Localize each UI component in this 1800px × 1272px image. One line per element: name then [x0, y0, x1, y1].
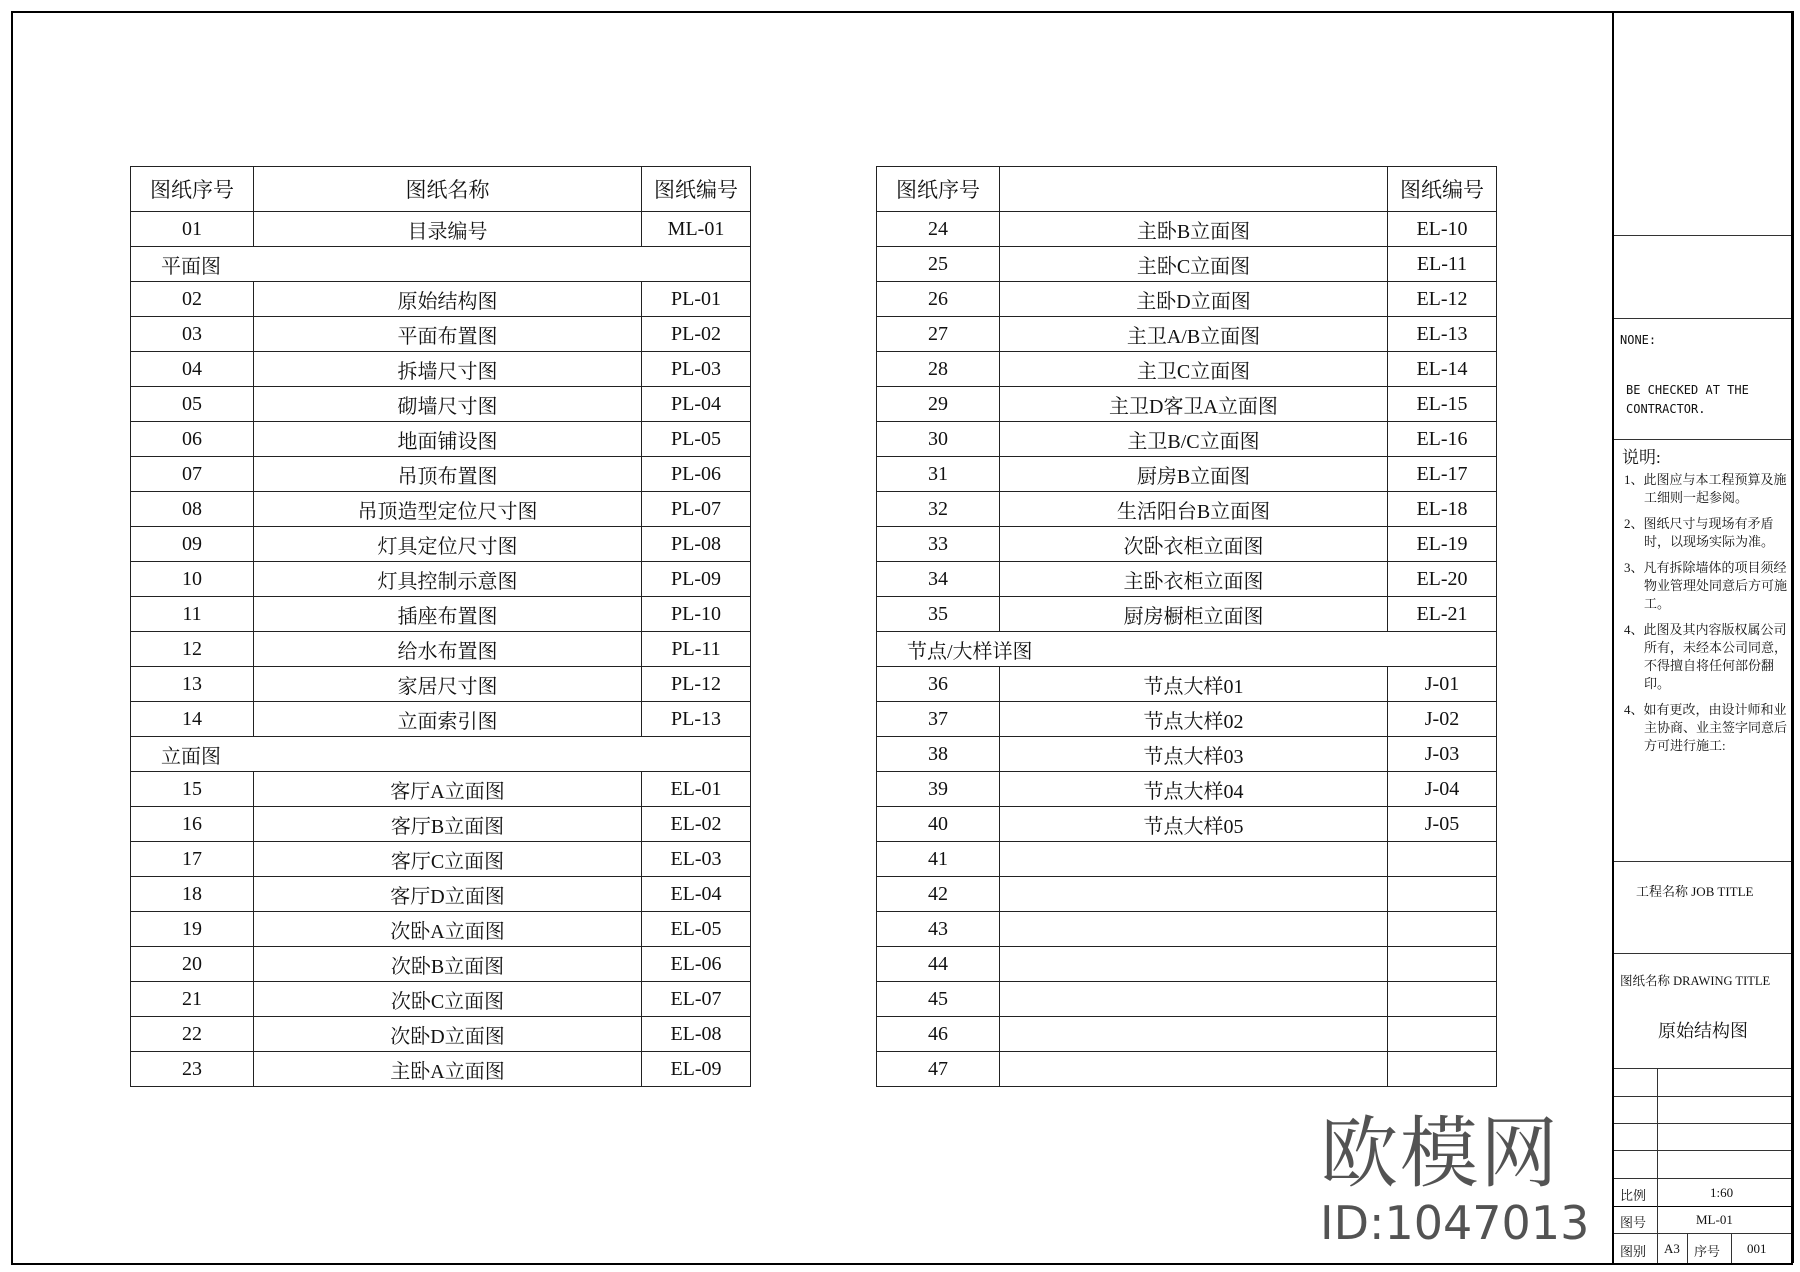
cell-code [1388, 912, 1497, 947]
cell-seq: 41 [877, 842, 1000, 877]
table-row [131, 562, 751, 597]
section-title: 平面图 [131, 247, 751, 282]
cell-code: EL-11 [1388, 247, 1497, 282]
cell-code: PL-12 [642, 667, 751, 702]
cell-name [1000, 912, 1388, 947]
cell-name: 节点大样05 [1000, 807, 1388, 842]
cell-name: 主卫A/B立面图 [1000, 317, 1388, 352]
cell-code: PL-13 [642, 702, 751, 737]
cell-code: EL-15 [1388, 387, 1497, 422]
cell-seq: 12 [131, 632, 254, 667]
table-row [131, 352, 751, 387]
cell-seq: 32 [877, 492, 1000, 527]
divider [1731, 1233, 1732, 1263]
cell-name: 次卧C立面图 [254, 982, 642, 1017]
cell-code: EL-16 [1388, 422, 1497, 457]
cell-code: J-02 [1388, 702, 1497, 737]
cell-seq: 39 [877, 772, 1000, 807]
cell-name: 给水布置图 [254, 632, 642, 667]
note-item: 4、此图及其内容版权属公司所有，未经本公司同意，不得擅自将任何部份翻印。 [1624, 622, 1788, 691]
cell-name: 家居尺寸图 [254, 667, 642, 702]
cell-code: EL-02 [642, 807, 751, 842]
none-label: NONE: [1620, 333, 1657, 347]
table-row [877, 212, 1497, 247]
divider [1614, 235, 1791, 236]
cell-seq: 25 [877, 247, 1000, 282]
cell-seq: 03 [131, 317, 254, 352]
table-row [877, 352, 1497, 387]
note-item: 3、凡有拆除墙体的项目须经物业管理处同意后方可施工。 [1624, 560, 1788, 611]
table-row [877, 877, 1497, 912]
table-row [131, 982, 751, 1017]
cell-code [1388, 842, 1497, 877]
divider [1657, 1068, 1658, 1263]
cell-seq: 34 [877, 562, 1000, 597]
cell-seq: 07 [131, 457, 254, 492]
cell-code: EL-10 [1388, 212, 1497, 247]
cell-seq: 20 [131, 947, 254, 982]
cell-seq: 38 [877, 737, 1000, 772]
cell-name: 客厅B立面图 [254, 807, 642, 842]
table-row [877, 387, 1497, 422]
table-row [877, 492, 1497, 527]
cell-code: PL-10 [642, 597, 751, 632]
table-row [131, 492, 751, 527]
cell-name: 主卫D客卫A立面图 [1000, 387, 1388, 422]
cell-code: PL-06 [642, 457, 751, 492]
cell-code: EL-09 [642, 1052, 751, 1087]
cell-code: EL-13 [1388, 317, 1497, 352]
table-row [131, 1052, 751, 1087]
cell-seq: 16 [131, 807, 254, 842]
table-row [877, 842, 1497, 877]
table-row [877, 947, 1497, 982]
table-row [131, 912, 751, 947]
cell-seq: 27 [877, 317, 1000, 352]
scale-value: 1:60 [1710, 1185, 1734, 1200]
cell-code: EL-20 [1388, 562, 1497, 597]
drawing-title: 原始结构图 [1658, 1021, 1748, 1041]
header-seq: 图纸序号 [131, 167, 254, 212]
cell-code [1388, 1017, 1497, 1052]
cell-seq: 13 [131, 667, 254, 702]
cell-name: 主卧A立面图 [254, 1052, 642, 1087]
cell-name [1000, 1052, 1388, 1087]
table-row [131, 632, 751, 667]
table-row [877, 1052, 1497, 1087]
cell-name [1000, 877, 1388, 912]
cell-code: EL-19 [1388, 527, 1497, 562]
cell-seq: 01 [131, 212, 254, 247]
cell-seq: 24 [877, 212, 1000, 247]
cell-code: PL-11 [642, 632, 751, 667]
cell-code: EL-05 [642, 912, 751, 947]
divider [1614, 439, 1791, 440]
cell-name: 客厅D立面图 [254, 877, 642, 912]
check-note: BE CHECKED AT THE CONTRACTOR. [1626, 383, 1749, 416]
cell-name: 主卧B立面图 [1000, 212, 1388, 247]
cell-seq: 47 [877, 1052, 1000, 1087]
table-row [877, 737, 1497, 772]
table-row [131, 387, 751, 422]
section-title: 节点/大样详图 [877, 632, 1497, 667]
cell-seq: 29 [877, 387, 1000, 422]
cell-name: 平面布置图 [254, 317, 642, 352]
cell-name: 主卧C立面图 [1000, 247, 1388, 282]
seq-label: 序号 [1694, 1244, 1721, 1259]
cell-name: 原始结构图 [254, 282, 642, 317]
divider [1614, 1206, 1791, 1207]
cell-code: J-04 [1388, 772, 1497, 807]
table-row [131, 282, 751, 317]
header-name [1000, 167, 1388, 212]
cell-code: PL-09 [642, 562, 751, 597]
cell-seq: 02 [131, 282, 254, 317]
cell-seq: 22 [131, 1017, 254, 1052]
table-row [877, 562, 1497, 597]
cell-seq: 30 [877, 422, 1000, 457]
table-row [131, 527, 751, 562]
cell-name: 节点大样01 [1000, 667, 1388, 702]
cell-name [1000, 982, 1388, 1017]
cell-code [1388, 982, 1497, 1017]
table-header [131, 167, 751, 212]
cell-seq: 40 [877, 807, 1000, 842]
cell-code: PL-02 [642, 317, 751, 352]
cell-name: 地面铺设图 [254, 422, 642, 457]
cell-name [1000, 947, 1388, 982]
cell-name: 次卧A立面图 [254, 912, 642, 947]
cell-name: 主卧衣柜立面图 [1000, 562, 1388, 597]
drawing-title-label: 图纸名称 DRAWING TITLE [1620, 974, 1771, 988]
cell-seq: 23 [131, 1052, 254, 1087]
cell-seq: 10 [131, 562, 254, 597]
cell-name: 次卧D立面图 [254, 1017, 642, 1052]
header-seq: 图纸序号 [877, 167, 1000, 212]
cell-name: 节点大样02 [1000, 702, 1388, 737]
cell-name: 吊顶造型定位尺寸图 [254, 492, 642, 527]
divider [1687, 1233, 1688, 1263]
table-row [877, 317, 1497, 352]
note-item: 2、图纸尺寸与现场有矛盾时，以现场实际为准。 [1624, 516, 1775, 549]
cell-code: PL-01 [642, 282, 751, 317]
table-row [877, 247, 1497, 282]
cell-seq: 17 [131, 842, 254, 877]
cell-name: 次卧衣柜立面图 [1000, 527, 1388, 562]
divider [1614, 1096, 1791, 1097]
cell-code: PL-07 [642, 492, 751, 527]
cell-seq: 21 [131, 982, 254, 1017]
cell-seq: 35 [877, 597, 1000, 632]
cell-name: 插座布置图 [254, 597, 642, 632]
cell-seq: 42 [877, 877, 1000, 912]
cell-seq: 14 [131, 702, 254, 737]
table-row [877, 527, 1497, 562]
table-row [131, 422, 751, 457]
table-header [877, 167, 1497, 212]
table-row [877, 1017, 1497, 1052]
table-row [877, 667, 1497, 702]
cell-code: EL-18 [1388, 492, 1497, 527]
cell-name: 拆墙尺寸图 [254, 352, 642, 387]
cell-code: PL-08 [642, 527, 751, 562]
cell-code: ML-01 [642, 212, 751, 247]
cell-code: EL-07 [642, 982, 751, 1017]
cell-seq: 43 [877, 912, 1000, 947]
cell-name [1000, 842, 1388, 877]
job-title-label: 工程名称 JOB TITLE [1636, 884, 1754, 899]
drawing-index-table-right [876, 166, 1497, 1087]
cell-code: PL-05 [642, 422, 751, 457]
cell-name: 主卧D立面图 [1000, 282, 1388, 317]
cell-name: 客厅A立面图 [254, 772, 642, 807]
cell-name: 灯具控制示意图 [254, 562, 642, 597]
section-row [131, 737, 751, 772]
section-row [131, 247, 751, 282]
note-item: 1、此图应与本工程预算及施工细则一起参阅。 [1624, 472, 1787, 505]
table-row [131, 842, 751, 877]
cell-seq: 19 [131, 912, 254, 947]
cell-code: PL-04 [642, 387, 751, 422]
table-row [877, 422, 1497, 457]
drawing-index-table-left [130, 166, 751, 1087]
title-block [1612, 11, 1794, 1263]
cell-seq: 44 [877, 947, 1000, 982]
cell-code: EL-12 [1388, 282, 1497, 317]
cell-code: EL-06 [642, 947, 751, 982]
cell-code: EL-17 [1388, 457, 1497, 492]
cell-seq: 33 [877, 527, 1000, 562]
table-row [131, 947, 751, 982]
cell-name: 节点大样04 [1000, 772, 1388, 807]
cell-code: EL-14 [1388, 352, 1497, 387]
table-row [131, 1017, 751, 1052]
cell-seq: 28 [877, 352, 1000, 387]
seq: 001 [1747, 1241, 1767, 1256]
notes [1622, 449, 1787, 763]
watermark-id: ID:1047013 [1320, 1196, 1590, 1250]
divider [1614, 1178, 1791, 1179]
table-row [131, 772, 751, 807]
cell-code: J-03 [1388, 737, 1497, 772]
header-code: 图纸编号 [1388, 167, 1497, 212]
cell-code: EL-03 [642, 842, 751, 877]
cell-name: 主卫C立面图 [1000, 352, 1388, 387]
cell-code: J-05 [1388, 807, 1497, 842]
divider [1614, 861, 1791, 862]
cell-name: 灯具定位尺寸图 [254, 527, 642, 562]
table-row [877, 772, 1497, 807]
cell-name: 目录编号 [254, 212, 642, 247]
cell-code: EL-04 [642, 877, 751, 912]
cell-seq: 26 [877, 282, 1000, 317]
table-row [877, 457, 1497, 492]
divider [1614, 318, 1791, 319]
cell-name: 厨房橱柜立面图 [1000, 597, 1388, 632]
table-row [131, 212, 751, 247]
cell-seq: 18 [131, 877, 254, 912]
cell-name: 客厅C立面图 [254, 842, 642, 877]
drawing-no: ML-01 [1696, 1212, 1733, 1227]
cell-code [1388, 877, 1497, 912]
cell-code: EL-21 [1388, 597, 1497, 632]
drawing-no-label: 图号 [1620, 1215, 1647, 1230]
table-row [877, 702, 1497, 737]
cell-seq: 06 [131, 422, 254, 457]
header-code: 图纸编号 [642, 167, 751, 212]
cell-seq: 08 [131, 492, 254, 527]
scale-label: 比例 [1620, 1188, 1647, 1203]
section-title: 立面图 [131, 737, 751, 772]
cell-code [1388, 947, 1497, 982]
divider [1614, 953, 1791, 954]
cell-code: J-01 [1388, 667, 1497, 702]
cell-name: 立面索引图 [254, 702, 642, 737]
section-row [877, 632, 1497, 667]
cell-seq: 05 [131, 387, 254, 422]
header-name: 图纸名称 [254, 167, 642, 212]
notes-title: 说明: [1622, 448, 1661, 467]
cell-seq: 37 [877, 702, 1000, 737]
cell-seq: 04 [131, 352, 254, 387]
table-row [877, 807, 1497, 842]
category-label: 图别 [1620, 1244, 1647, 1259]
cell-seq: 11 [131, 597, 254, 632]
cell-seq: 45 [877, 982, 1000, 1017]
table-row [131, 807, 751, 842]
cell-name [1000, 1017, 1388, 1052]
cell-code: PL-03 [642, 352, 751, 387]
table-row [131, 667, 751, 702]
cell-code [1388, 1052, 1497, 1087]
table-row [877, 597, 1497, 632]
table-row [131, 597, 751, 632]
table-row [131, 317, 751, 352]
table-row [877, 912, 1497, 947]
cell-name: 主卫B/C立面图 [1000, 422, 1388, 457]
cell-name: 厨房B立面图 [1000, 457, 1388, 492]
note-item: 4、如有更改，由设计师和业主协商、业主签字同意后方可进行施工: [1624, 702, 1788, 753]
divider [1614, 1123, 1791, 1124]
cell-name: 节点大样03 [1000, 737, 1388, 772]
divider [1614, 1150, 1791, 1151]
cell-seq: 31 [877, 457, 1000, 492]
cell-seq: 09 [131, 527, 254, 562]
category: A3 [1664, 1241, 1680, 1256]
cell-name: 吊顶布置图 [254, 457, 642, 492]
table-row [131, 457, 751, 492]
cell-code: EL-01 [642, 772, 751, 807]
cell-code: EL-08 [642, 1017, 751, 1052]
divider [1614, 1068, 1791, 1069]
cell-name: 生活阳台B立面图 [1000, 492, 1388, 527]
table-row [131, 877, 751, 912]
divider [1614, 1233, 1791, 1234]
cell-name: 砌墙尺寸图 [254, 387, 642, 422]
cell-seq: 46 [877, 1017, 1000, 1052]
cell-seq: 15 [131, 772, 254, 807]
watermark-brand: 欧模网 [1320, 1109, 1561, 1199]
cell-name: 次卧B立面图 [254, 947, 642, 982]
table-row [877, 282, 1497, 317]
cell-seq: 36 [877, 667, 1000, 702]
table-row [131, 702, 751, 737]
table-row [877, 982, 1497, 1017]
